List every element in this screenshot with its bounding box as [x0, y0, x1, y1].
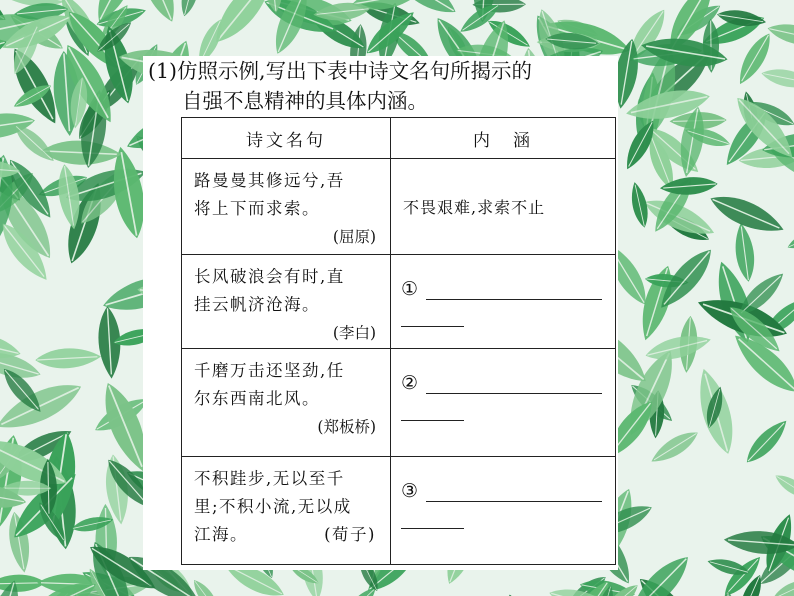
verse-cell [182, 255, 391, 349]
table-row [182, 457, 616, 565]
table-header-row [182, 118, 616, 159]
answer-blank-continued[interactable] [401, 394, 464, 421]
author-label: (李白) [332, 324, 376, 342]
answer-blank-continued[interactable] [401, 502, 464, 529]
verse-cell [182, 159, 391, 255]
verse-line: 尔东西南北风。 [194, 389, 320, 408]
question-number: (1) [148, 59, 178, 83]
answer-marker: ② [401, 372, 419, 394]
answer-cell [391, 457, 616, 565]
author-label: (屈原) [332, 228, 376, 246]
header-verse: 诗文名句 [182, 118, 391, 159]
leaf-decoration [500, 591, 543, 596]
leaf-decoration [10, 120, 59, 167]
leaf-decoration [189, 576, 224, 596]
answer-blank[interactable] [426, 277, 602, 300]
verse-cell [182, 457, 391, 565]
verse-line: 千磨万击还坚劲,任 [194, 361, 345, 380]
leaf-decoration [785, 225, 794, 254]
verse-cell [182, 349, 391, 457]
author-label: (郑板桥) [317, 418, 376, 436]
leaf-decoration [772, 470, 794, 504]
verse-line: 江海。 [194, 525, 248, 544]
answer-marker: ③ [401, 480, 419, 502]
leaf-decoration [177, 0, 203, 18]
poem-table [181, 117, 616, 565]
leaf-decoration [741, 415, 793, 468]
table-row [182, 159, 616, 255]
verse-line: 里;不积小流,无以成 [194, 497, 352, 516]
answer-blank[interactable] [426, 479, 602, 502]
answer-marker: ① [401, 278, 419, 300]
verse-line: 长风破浪会有时,直 [194, 267, 345, 286]
answer-cell [391, 255, 616, 349]
leaf-decoration [766, 19, 794, 50]
header-meaning: 内 涵 [391, 118, 616, 159]
verse-line: 挂云帆济沧海。 [194, 295, 320, 314]
answer-blank-continued[interactable] [401, 300, 464, 327]
verse-line: 路曼曼其修远兮,吾 [194, 171, 345, 190]
answer-blank[interactable] [426, 371, 602, 394]
meaning-example: 不畏艰难,求索不止 [391, 159, 616, 255]
leaf-decoration [732, 222, 757, 283]
leaf-decoration [643, 330, 713, 366]
question-text-line2: 自强不息精神的具体内涵。 [182, 89, 428, 113]
answer-cell [391, 349, 616, 457]
verse-line: 将上下而求索。 [194, 199, 320, 218]
table-row [182, 349, 616, 457]
leaf-decoration [760, 65, 794, 92]
question-prompt [148, 56, 618, 116]
author-label: (荀子) [324, 525, 376, 544]
table-row [182, 255, 616, 349]
leaf-decoration [35, 347, 102, 370]
question-text-line1: 仿照示例,写出下表中诗文名句所揭示的 [177, 59, 533, 83]
verse-line: 不积跬步,无以至千 [194, 469, 345, 488]
